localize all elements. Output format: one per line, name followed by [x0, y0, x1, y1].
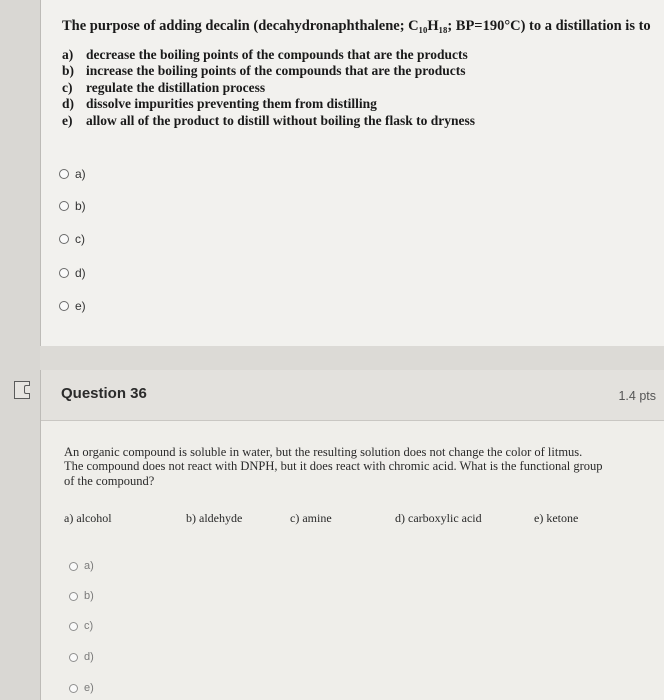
flag-question-icon[interactable] [14, 381, 30, 399]
option-label: d) [84, 651, 94, 663]
option-label: a) [75, 167, 86, 181]
radio-button[interactable] [69, 592, 78, 601]
radio-button[interactable] [69, 562, 78, 571]
choice-c: c) amine [290, 511, 332, 525]
question-choices-list [62, 47, 475, 129]
radio-button[interactable] [59, 201, 69, 211]
answer-option-c[interactable] [69, 620, 93, 632]
question-stem: The purpose of adding decalin (decahydronaphthalene; C₁₀H₁₈; BP=190°C) to a distillation is to [62, 18, 651, 34]
radio-button[interactable] [59, 234, 69, 244]
option-label: d) [75, 266, 86, 280]
option-label: b) [75, 199, 86, 213]
answer-option-c[interactable] [59, 232, 85, 246]
choice-d: d) carboxylic acid [395, 511, 482, 525]
answer-option-d[interactable] [59, 266, 86, 280]
question-card-previous [40, 0, 664, 346]
radio-button[interactable] [59, 268, 69, 278]
option-label: c) [75, 232, 85, 246]
left-margin [0, 0, 40, 700]
answer-option-e[interactable] [69, 682, 94, 694]
answer-option-b[interactable] [69, 590, 94, 602]
choice-b: b) increase the boiling points of the compounds that are the products [62, 63, 466, 79]
answer-option-a[interactable] [59, 167, 86, 181]
choice-d: d) dissolve impurities preventing them from distilling [62, 96, 377, 112]
radio-button[interactable] [59, 301, 69, 311]
choice-e: e) allow all of the product to distill without boiling the flask to dryness [62, 112, 476, 128]
answer-option-d[interactable] [69, 651, 94, 663]
choice-a: a) decrease the boiling points of the compounds that are the products [62, 47, 468, 62]
radio-button[interactable] [69, 684, 78, 693]
question-points: 1.4 pts [618, 389, 656, 403]
radio-button[interactable] [69, 622, 78, 631]
option-label: a) [84, 560, 94, 572]
answer-option-b[interactable] [59, 199, 86, 213]
option-label: e) [75, 299, 86, 313]
option-label: c) [84, 620, 94, 632]
question-stem: An organic compound is soluble in water, but the resulting solution does not change the color of litmus. The compound does not react with DNPH, but it does react with chromic acid. What is the functional group of the compound? [64, 445, 603, 488]
choice-c: c) regulate the distillation process [62, 79, 266, 95]
question-title: Question 36 [61, 385, 147, 402]
answer-option-e[interactable] [59, 299, 86, 313]
option-label: e) [84, 682, 94, 694]
choice-b: b) aldehyde [186, 511, 243, 525]
choice-a: a) alcohol [64, 511, 112, 525]
answer-option-a[interactable] [69, 560, 94, 572]
card-separator [40, 346, 664, 370]
question-card-36 [40, 370, 664, 700]
radio-button[interactable] [69, 653, 78, 662]
radio-button[interactable] [59, 169, 69, 179]
choice-e: e) ketone [534, 511, 579, 525]
option-label: b) [84, 590, 94, 602]
